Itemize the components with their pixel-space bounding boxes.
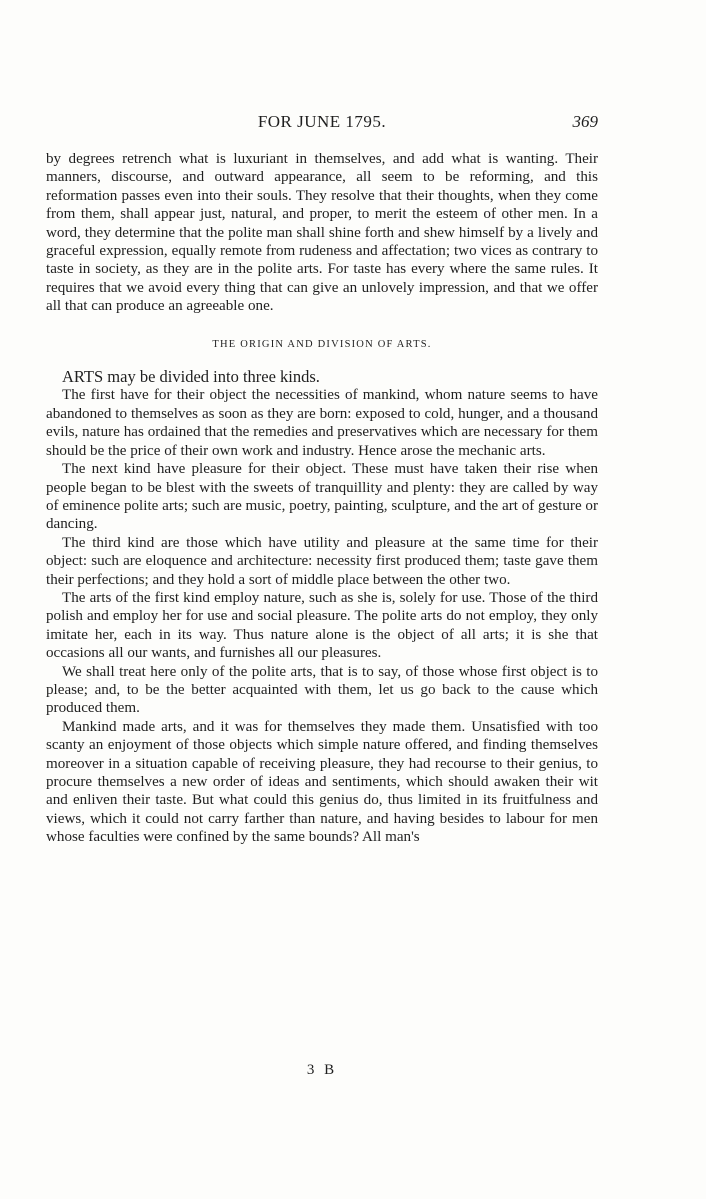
signature-mark: 3 B	[306, 1062, 338, 1078]
paragraph: The third kind are those which have utility and pleasure at the same time for their object: such are eloquence and architecture: necessity first produced them; taste gave them their perfections; and they hold a sort of middle place between the other two.	[46, 534, 598, 588]
paragraph: We shall treat here only of the polite arts, that is to say, of those whose first object is to please; and, to be the better acquainted with them, let us go back to the cause which produced them.	[46, 663, 598, 717]
paragraph: The first have for their object the necessities of mankind, whom nature seems to have abandoned to themselves as soon as they are born: exposed to cold, hunger, and a thousand evils, nature has ordained that the remedies and preservatives which are necessary for them should be the price of their own work and industry. Hence arose the mechanic arts.	[46, 387, 598, 459]
paragraph: The next kind have pleasure for their object. These must have taken their rise when people began to be blest with the sweets of tranquillity and plenty: they are called by way of eminence polite arts; such are music, poetry, painting, sculpture, and the art of gesture or dancing.	[46, 461, 598, 533]
running-title: FOR JUNE 1795.	[257, 112, 387, 131]
running-header	[46, 112, 598, 138]
paragraph-continued: by degrees retrench what is luxuriant in themselves, and add what is wanting. Their manners, discourse, and outward appearance, all seem to be reforming, and this reformation passes even into their souls. They resolve that their thoughts, when they come from them, shall appear just, natural, and proper, to merit the esteem of other men. In a word, they determine that the polite man shall shine forth and shew himself by a lively and graceful expression, equally remote from rudeness and affectation; two vices as contrary to taste in society, as they are in the polite arts. For taste has every where the same rules. It requires that we avoid every thing that can give an unlovely impression, and that we offer all that can produce an agreeable one.	[46, 151, 598, 315]
lead-paragraph: ARTS may be divided into three kinds.	[62, 367, 320, 387]
section-heading: THE ORIGIN AND DIVISION OF ARTS.	[212, 338, 432, 350]
paragraph: The arts of the first kind employ nature, such as she is, solely for use. Those of the third polish and employ her for use and social pleasure. The polite arts do not employ, they only imitate her, each in its way. Thus nature alone is the object of all arts; it is she that occasions all our wants, and furnishes all our pleasures.	[46, 589, 598, 662]
paragraph: Mankind made arts, and it was for themselves they made them. Unsatisfied with too scanty an enjoyment of those objects which simple nature offered, and finding themselves moreover in a situation capable of receiving pleasure, they had recourse to their genius, to procure themselves a new order of ideas and sentiments, which should awaken their wit and enliven their taste. But what could this genius do, thus limited in its fruitfulness and views, which it could not carry farther than nature, and having besides to labour for men whose faculties were confined by the same bounds? All man's	[46, 718, 598, 846]
body-text	[46, 150, 598, 847]
page-number: 369	[572, 112, 598, 131]
